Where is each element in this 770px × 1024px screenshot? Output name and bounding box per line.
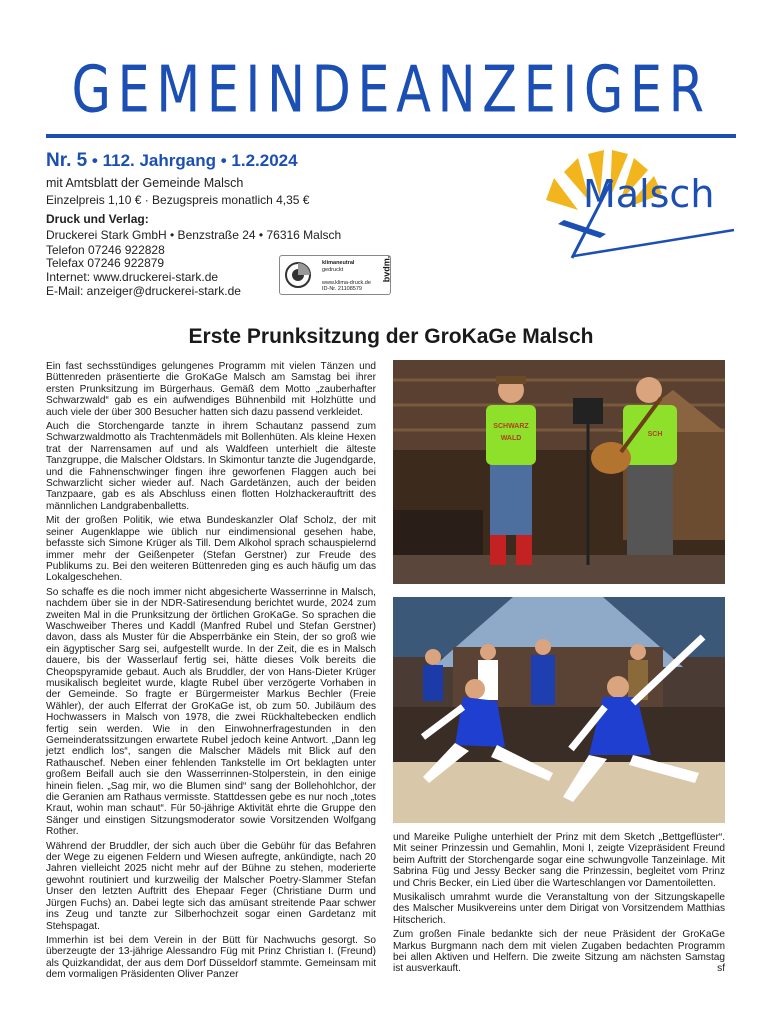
photo-musicians: [393, 360, 725, 584]
issue-number: Nr. 5: [46, 150, 88, 171]
article-paragraph-text: Zum großen Finale bedankte sich der neue Präsident der GroKaGe Markus Burgmann nach dem mit vielen Zugaben bedachten Programm bei allen Aktiven und Helfern. Die zweite Sitzung am nächsten Samstag ist ausverkauft.: [393, 929, 725, 975]
email-line: E-Mail: anzeiger@druckerei-stark.de: [46, 284, 241, 298]
issue-line: [46, 150, 298, 172]
climate-badge: [279, 255, 391, 295]
subtitle: mit Amtsblatt der Gemeinde Malsch: [46, 176, 244, 190]
logo-text: Malsch: [583, 172, 715, 216]
article-left-column: [46, 361, 376, 1021]
badge-line-2: gedruckt: [322, 267, 344, 273]
article-paragraph: Mit der großen Politik, wie etwa Bundeskanzler Olaf Scholz, der mit seiner Augenklappe wie üblich nur eindimensional gesehen habe, befasste sich Simone Krüger als Till. Dem Alkohol sprach schauspielernd immer mehr der Geißenpeter (Stefan Gerstner) zur Freude des Publikums zu. Bei den weiteren Büttenreden ging es auch häufig um das Lokalgeschehen.: [46, 515, 376, 584]
masthead-rule: [46, 134, 736, 138]
publisher-heading: Druck und Verlag:: [46, 212, 149, 226]
badge-line-4: ID-Nr. 21108579: [322, 286, 362, 292]
climate-neutral-icon: [284, 261, 312, 289]
article-paragraph: und Mareike Pulighe unterhielt der Prinz mit dem Sketch „Bettgeflüster“. Mit seiner Prinzessin und Gemahlin, Moni I, zeigte Vizepräsident Freund beim Auftritt der Storchengarde sogar eine schwungvolle Tanzeinlage. Mit Sabrina Füg und Jessy Becker sang die Prinzessin, begleitet vom Prinz und Chris Becker, ein Lied über die Warteschlangen vor Damentoiletten.: [393, 832, 725, 889]
article-paragraph: Auch die Storchengarde tanzte in ihrem Schautanz passend zum Schwarzwaldmotto als Trachtenmädels mit Bollenhüten. Als kleine Hexen trat der Narrensamen auf und als Waldfeen unterhielt die älteste Tanzgruppe, die Malscher Oldstars. In Skimontur tanzte die Jugendgarde, und die Fahnenschwinger fingen ihre geworfenen Flaggen auch bei Schwarzlicht sicher wieder auf. Nach Gardetänzen, auch der beiden Tanzpaare, gab es als Abschluss einen flotten Holzhackerauftritt des männlichen Landgrabenballetts.: [46, 421, 376, 512]
bvdm-logo: bvdm.: [381, 255, 392, 283]
masthead-title: GEMEINDEANZEIGER: [71, 54, 711, 128]
shirt-text-2: WALD: [500, 435, 522, 442]
photo-dancers: [393, 597, 725, 823]
badge-line-1: klimaneutral: [322, 260, 355, 266]
fax-line: Telefax 07246 922879: [46, 256, 165, 270]
article-paragraph: Musikalisch umrahmt wurde die Veranstaltung von der Sitzungskapelle des Malscher Musikvereins unter dem Dirigat von Vorsitzendem Matthias Hitscherich.: [393, 892, 725, 926]
shirt-text-1: SCHWARZ: [493, 423, 529, 430]
article-paragraph: Ein fast sechsstündiges gelungenes Programm mit vielen Tänzen und Büttenreden präsentierte die GroKaGe Malsch am Samstag bei ihrer ersten Prunksitzung im Bürgerhaus. Gemäß dem Motto „zauberhafter Schwarzwald“ gab es ein aufwendiges Bühnenbild mit Holzhütte und auch viele der über 300 Besucher hatten sich dazu passend verkleidet.: [46, 361, 376, 418]
internet-line: Internet: www.druckerei-stark.de: [46, 270, 219, 284]
issue-details: • 112. Jahrgang • 1.2.2024: [87, 151, 298, 170]
article-paragraph: Während der Bruddler, der sich auch über die Gebühr für das Befahren der Wege zu eigenen Feldern und Wiesen aufregte, ankündigte, nach 20 Jahren vielleicht 2025 nicht mehr auf der Bühne zu stehen, moderierte gewohnt routiniert und kurzweilig der Malscher Poetry-Slammer Stefan Unser den letzten Auftritt des Ehepaar Feger (Christiane Durm und Jürgen Fuchs) an. Dabei legte sich das amüsant streitende Paar schwer ins Zeug und tanzte zur Silberhochzeit sogar einen Gardetanz mit Stehspagat.: [46, 840, 376, 932]
article-right-column: [393, 832, 725, 1022]
phone-line: Telefon 07246 922828: [46, 243, 165, 257]
article-headline: Erste Prunksitzung der GroKaGe Malsch: [188, 325, 594, 348]
masthead: [46, 54, 736, 130]
shirt-text-3: SCH: [647, 431, 663, 438]
author-initials: sf: [717, 963, 725, 975]
article-paragraph: Immerhin ist bei dem Verein in der Bütt für Nachwuchs gesorgt. So überzeugte der 13-jährige Alessandro Füg mit Prinz Christian I. (Freund) als Quizkandidat, der aus dem Dorf Düsseldorf stammte. Gemeinsam mit dem vormaligen Präsidenten Oliver Panzer: [46, 934, 376, 981]
badge-line-3: www.klima-druck.de: [322, 280, 371, 286]
malsch-logo: [534, 150, 744, 290]
article-paragraph: [393, 929, 725, 975]
price-line: Einzelpreis 1,10 € · Bezugspreis monatlich 4,35 €: [46, 193, 310, 207]
article-paragraph: So schaffe es die noch immer nicht abgesicherte Wasserrinne in Malsch, nachdem über sie in der NDR-Satiresendung berichtet wurde, 2024 zum zweiten Mal in die Prunksitzung der örtlichen GroKaGe. So sprachen die Waschweiber Theres und Kaddl (Manfred Rubel und Stefan Gerstner) davon, dass als Muster für die Absperrbänke ein Stein, der so groß wie ein ägyptischer Sarg sei, aufgestellt wurde. In der Zeit, die es in Malsch dauere, bis der Wasserlauf fertig sei, hätte dieses Volk bereits die Cheopspyramide gebaut. Auch als Bruddler, der von Hans-Dieter Krüger musikalisch begleitet wurde, klagte Rubel über verzögerte Vorhaben in der Gemeinde. So fragte er Bürgermeister Markus Bechler (Freie Wähler), der auch Elferrat der GroKaGe ist, ob zum 50. Jubiläum des Hochwassers in Malsch von 1978, die zwei Rückhaltebecken endlich fertig sein werden. Wie in den Einwohnerfragestunden in den Gemeinderatssitzungen erwartete Rubel jedoch keine Antwort. „Dann leg jetzt endlich los“, sangen die Malscher Mädels mit Blick auf den Rathauschef. Neben einer fehlenden Tankstelle im Ort beklagten unter großem Beifall auch sie den Wasserrinnen-Stolperstein, in den einige hinein fielen. „Sag mir, wo die Blumen sind“ sang der Bollehohlchor, der die Geranien am Rathaus vermisste. Stattdessen gebe es nur noch „totes Kraut, wohin man schaut“. Für 50-jährige Aktivität ehrte die Gruppe den Sänger und einstigen Sitzungsmoderator sowie Vorsitzenden Wolfgang Rother.: [46, 586, 376, 838]
publisher-address: Druckerei Stark GmbH • Benzstraße 24 • 76316 Malsch: [46, 228, 342, 242]
